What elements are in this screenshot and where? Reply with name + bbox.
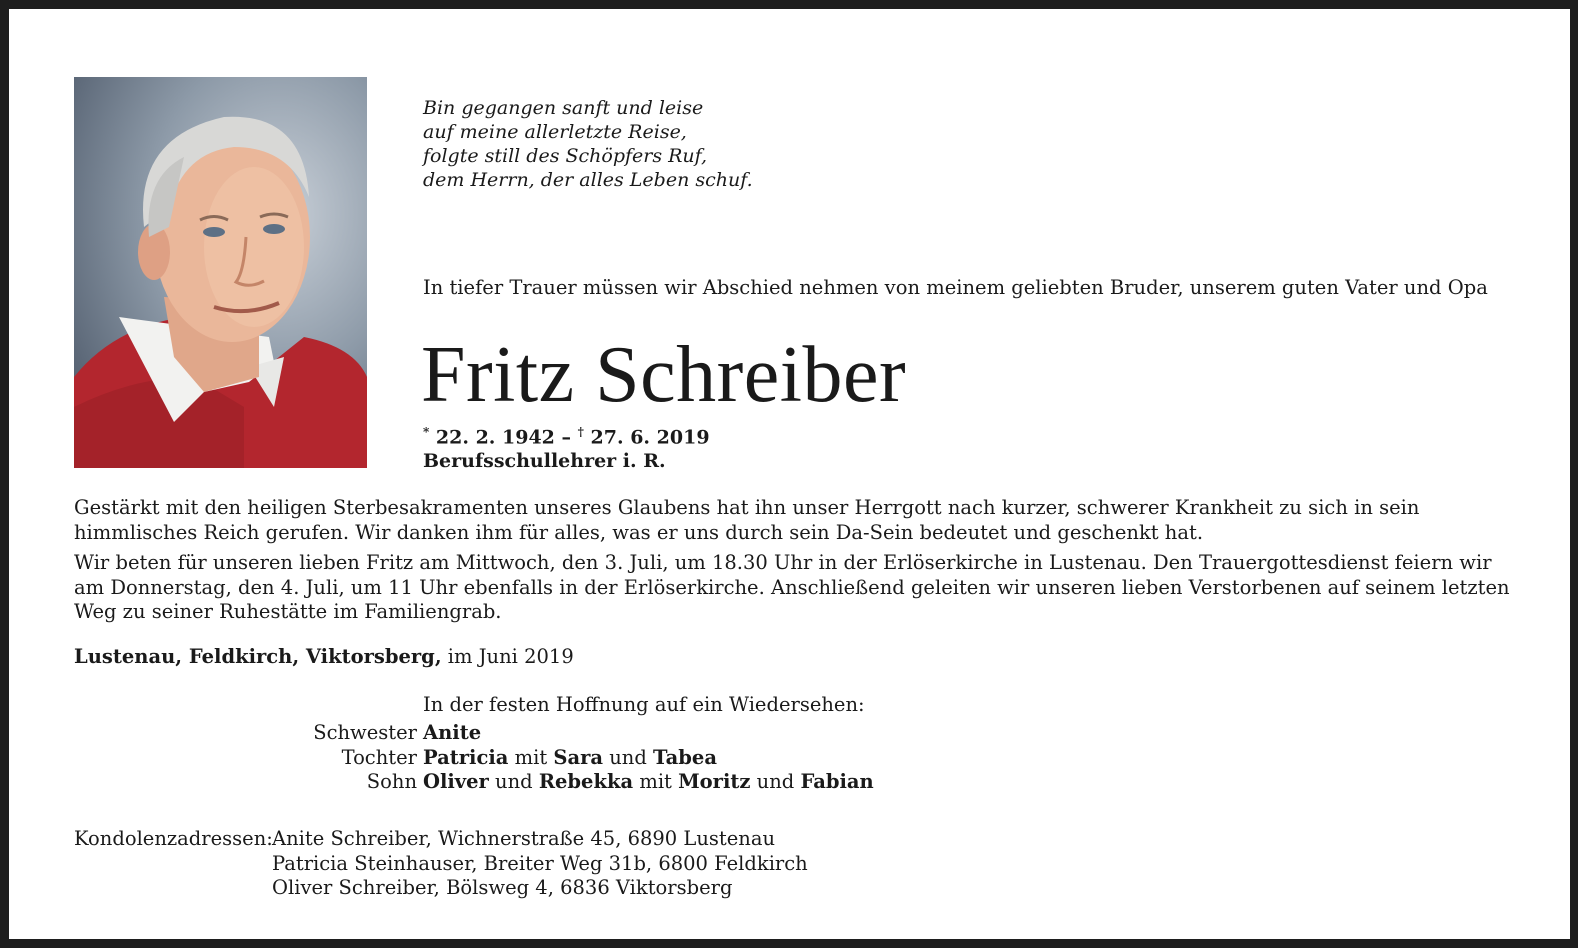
body-text <box>74 496 1514 631</box>
poem-line: dem Herrn, der alles Leben schuf. <box>423 169 753 191</box>
poem-line: auf meine allerletzte Reise, <box>423 121 687 143</box>
death-date: 27. 6. 2019 <box>583 426 710 449</box>
family-members <box>423 770 874 795</box>
family-member-name: Patricia <box>423 745 509 769</box>
family-member-name: Rebekka <box>538 770 634 793</box>
hope-line: In der festen Hoffnung auf ein Wiedersehen: <box>423 693 865 716</box>
family-members <box>423 746 717 771</box>
condolence-address: Oliver Schreiber, Bölsweg 4, 6836 Viktorsberg <box>272 876 733 899</box>
condolence-label: Kondolenzadressen: <box>74 827 273 850</box>
paragraph: Wir beten für unseren lieben Fritz am Mittwoch, den 3. Juli, um 18.30 Uhr in der Erlöserkirche in Lustenau. Den Trauergottesdienst feiern wir am Donnerstag, den 4. Juli, um 11 Uhr ebenfalls in der Erlöserkirche. Anschließend geleiten wir unseren lieben Verstorbenen auf seinem letzten Weg zu seiner Ruhestätte im Familiengrab. <box>74 551 1510 623</box>
life-dates <box>423 425 710 448</box>
place-towns: Lustenau, Feldkirch, Viktorsberg, <box>74 645 442 668</box>
profession: Berufsschullehrer i. R. <box>423 450 666 472</box>
family-member-name: Moritz <box>678 770 751 793</box>
family-member-name: Sara <box>553 745 603 769</box>
poem-line: Bin gegangen sanft und leise <box>423 97 704 119</box>
family-connector: und <box>750 770 801 793</box>
family-row <box>259 770 874 795</box>
condolence-address: Patricia Steinhauser, Breiter Weg 31b, 6800 Feldkirch <box>272 851 808 875</box>
place-date: im Juni 2019 <box>441 645 574 668</box>
birth-date: 22. 2. 1942 – <box>429 426 578 449</box>
birth-mark: * <box>423 425 430 439</box>
portrait-photo <box>74 77 367 468</box>
family-row <box>259 746 874 771</box>
family-role: Sohn <box>366 770 417 793</box>
paragraph: Gestärkt mit den heiligen Sterbesakramenten unseres Glaubens hat ihn unser Herrgott nach kurzer, schwerer Krankheit zu sich in sein himmlisches Reich gerufen. Wir danken ihm für alles, was er uns durch sein Da-Sein bedeutet und geschenkt hat. <box>74 496 1420 544</box>
family-connector: und <box>488 770 539 793</box>
poem-line: folgte still des Schöpfers Ruf, <box>423 145 708 167</box>
family-list <box>259 721 874 795</box>
condolence-address: Anite Schreiber, Wichnerstraße 45, 6890 Lustenau <box>272 827 776 850</box>
family-member-name: Anite <box>423 721 482 744</box>
family-row <box>259 721 874 746</box>
family-connector: und <box>603 745 653 769</box>
family-member-name: Fabian <box>800 770 874 793</box>
condolence-addresses <box>74 827 808 901</box>
family-member-name: Tabea <box>653 745 717 769</box>
intro-text: In tiefer Trauer müssen wir Abschied nehmen von meinem geliebten Bruder, unserem guten Vater und Opa <box>423 276 1488 299</box>
condolence-address-list <box>272 827 808 901</box>
portrait-illustration <box>74 77 367 468</box>
place-date-line <box>74 645 574 668</box>
family-members <box>423 721 481 746</box>
death-mark: † <box>577 425 584 439</box>
family-role: Schwester <box>313 721 417 744</box>
family-member-name: Oliver <box>423 770 489 793</box>
deceased-name: Fritz Schreiber <box>421 331 907 419</box>
poem <box>423 96 753 192</box>
family-connector: mit <box>633 770 679 793</box>
family-connector: mit <box>508 745 554 769</box>
family-role: Tochter <box>341 745 417 769</box>
